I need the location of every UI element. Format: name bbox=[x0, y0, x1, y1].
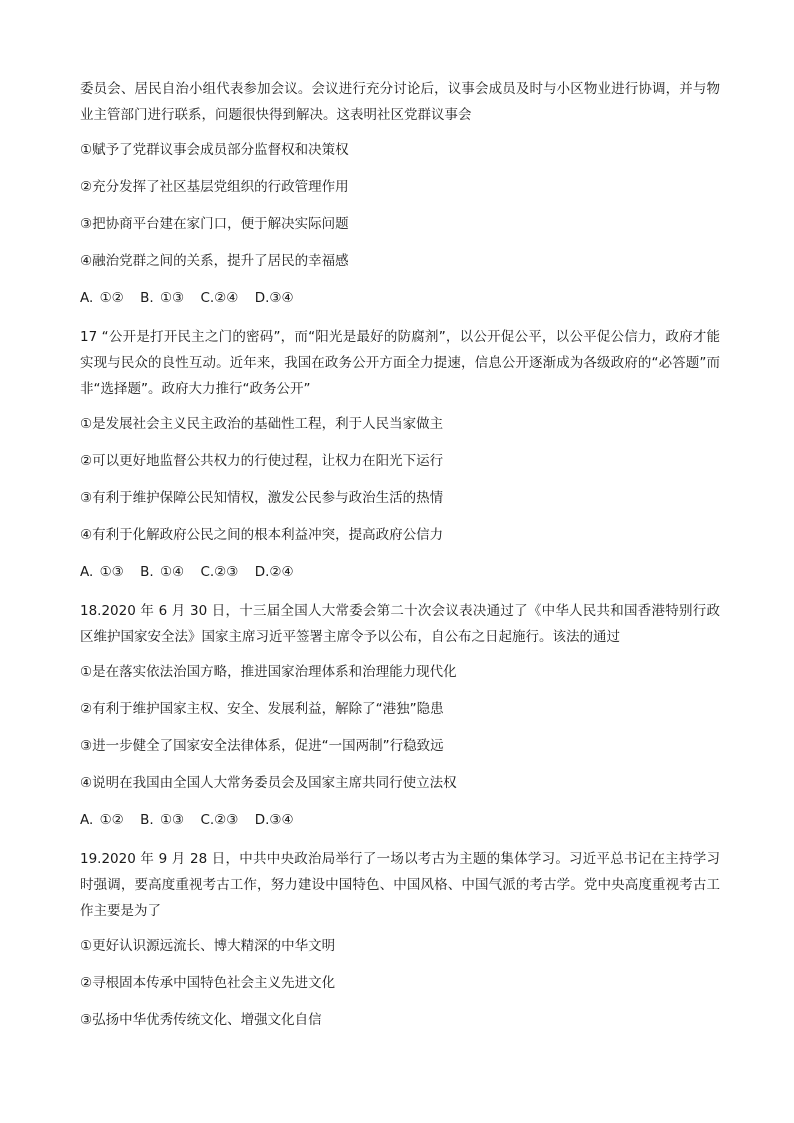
q18-answer-a: A. ①② bbox=[80, 812, 124, 828]
q16-option-4: ④融治党群之间的关系，提升了居民的幸福感 bbox=[80, 253, 349, 269]
q17-option-3: ③有利于维护保障公民知情权，激发公民参与政治生活的热情 bbox=[80, 490, 444, 506]
q19-stem: 19.2020 年 9 月 28 日，中共中央政治局举行了一场以考古为主题的集体学习。习近平总书记在主持学习时强调，要高度重视考古工作，努力建设中国特色、中国风格、中国气派的考古学。党中央高度重视考古工作主要是为了 bbox=[80, 851, 720, 919]
q17-answers bbox=[80, 562, 720, 582]
q19-option-3: ③弘扬中华优秀传统文化、增强文化自信 bbox=[80, 1012, 322, 1028]
q16-option-1: ①赋予了党群议事会成员部分监督权和决策权 bbox=[80, 142, 349, 158]
q16-answer-c: C.②④ bbox=[200, 290, 239, 306]
q16-answer-d: D.③④ bbox=[254, 290, 294, 306]
q18-answer-c: C.②③ bbox=[200, 812, 239, 828]
q18-answer-b: B. ①③ bbox=[140, 812, 185, 828]
q16-option-3: ③把协商平台建在家门口，便于解决实际问题 bbox=[80, 216, 349, 232]
q17-option-2: ②可以更好地监督公共权力的行使过程，让权力在阳光下运行 bbox=[80, 453, 444, 469]
q16-option-2: ②充分发挥了社区基层党组织的行政管理作用 bbox=[80, 179, 349, 195]
q17-stem: 17 “公开是打开民主之门的密码”，而“阳光是最好的防腐剂”，以公开促公平，以公平促公信力，政府才能实现与民众的良性互动。近年来，我国在政务公开方面全力提速，信息公开逐渐成为各级政府的“必答题”而非“选择题”。政府大力推行“政务公开” bbox=[80, 329, 720, 397]
q18-option-3: ③进一步健全了国家安全法律体系，促进“一国两制”行稳致远 bbox=[80, 738, 444, 754]
q17-option-4: ④有利于化解政府公民之间的根本利益冲突，提高政府公信力 bbox=[80, 527, 444, 543]
document-page bbox=[80, 76, 720, 1047]
q19-option-1: ①更好认识源远流长、博大精深的中华文明 bbox=[80, 938, 336, 954]
q19-option-2: ②寻根固本传承中国特色社会主义先进文化 bbox=[80, 975, 336, 991]
q16-answer-b: B. ①③ bbox=[140, 290, 185, 306]
q18-option-1: ①是在落实依法治国方略，推进国家治理体系和治理能力现代化 bbox=[80, 664, 457, 680]
q16-answers bbox=[80, 288, 720, 308]
q17-answer-c: C.②③ bbox=[200, 564, 239, 580]
q18-stem: 18.2020 年 6 月 30 日，十三届全国人大常委会第二十次会议表决通过了《中华人民共和国香港特别行政区维护国家安全法》国家主席习近平签署主席令予以公布，自公布之日起施行。该法的通过 bbox=[80, 603, 720, 645]
q16-stem: 委员会、居民自治小组代表参加会议。会议进行充分讨论后，议事会成员及时与小区物业进行协调，并与物业主管部门进行联系，问题很快得到解决。这表明社区党群议事会 bbox=[80, 81, 720, 123]
q18-answer-d: D.③④ bbox=[254, 812, 294, 828]
q17-answer-b: B. ①④ bbox=[140, 564, 185, 580]
q17-answer-d: D.②④ bbox=[254, 564, 294, 580]
q18-option-2: ②有利于维护国家主权、安全、发展利益，解除了“港独”隐患 bbox=[80, 701, 444, 717]
q17-option-1: ①是发展社会主义民主政治的基础性工程，利于人民当家做主 bbox=[80, 416, 444, 432]
q18-option-4: ④说明在我国由全国人大常务委员会及国家主席共同行使立法权 bbox=[80, 775, 457, 791]
q17-answer-a: A. ①③ bbox=[80, 564, 124, 580]
q16-answer-a: A. ①② bbox=[80, 290, 124, 306]
q18-answers bbox=[80, 810, 720, 830]
